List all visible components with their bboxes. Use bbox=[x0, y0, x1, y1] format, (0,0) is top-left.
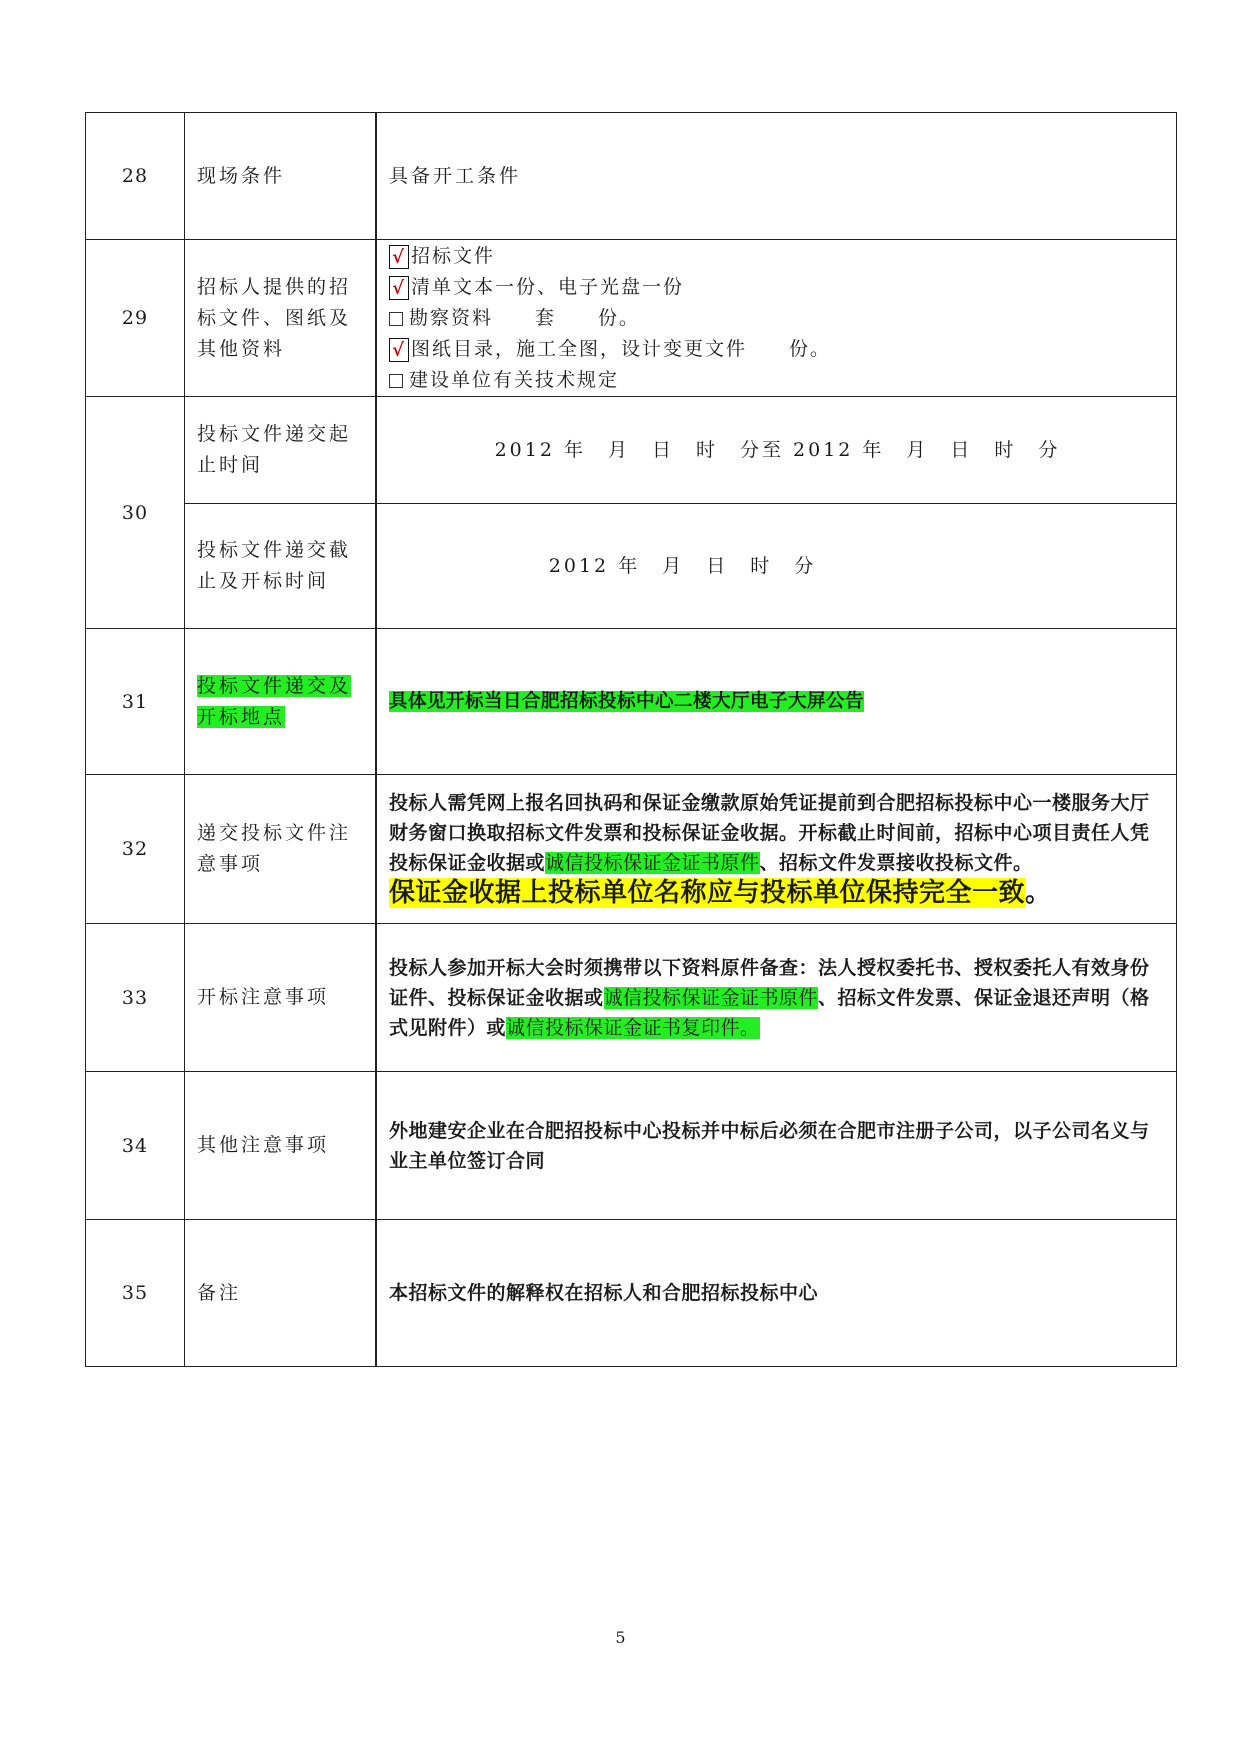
row-number: 33 bbox=[86, 924, 185, 1072]
row-content: 具备开工条件 bbox=[376, 113, 1177, 240]
row-number: 35 bbox=[86, 1220, 185, 1367]
row-label: 招标人提供的招标文件、图纸及其他资料 bbox=[185, 240, 377, 397]
row-content: 2012 年 月 日 时 分至 2012 年 月 日 时 分 bbox=[376, 397, 1177, 504]
list-item: √ 图纸目录，施工全图，设计变更文件 份。 bbox=[389, 334, 1166, 365]
list-item: 勘察资料 套 份。 bbox=[389, 303, 1166, 334]
row-label: 现场条件 bbox=[185, 113, 377, 240]
table-row bbox=[86, 397, 1177, 504]
row-number: 31 bbox=[86, 629, 185, 775]
row-number: 32 bbox=[86, 775, 185, 924]
table-row bbox=[86, 775, 1177, 924]
row-label: 其他注意事项 bbox=[185, 1072, 377, 1220]
row-content: 2012 年 月 日 时 分 bbox=[376, 504, 1177, 629]
row-number: 34 bbox=[86, 1072, 185, 1220]
row-label: 开标注意事项 bbox=[185, 924, 377, 1072]
empty-box-icon bbox=[389, 374, 403, 388]
row-label: 投标文件递交截止及开标时间 bbox=[185, 504, 377, 629]
row-number: 29 bbox=[86, 240, 185, 397]
table-row bbox=[86, 924, 1177, 1072]
checked-box-icon: √ bbox=[389, 245, 409, 269]
list-item: √ 招标文件 bbox=[389, 241, 1166, 272]
checked-box-icon: √ bbox=[389, 276, 409, 300]
row-content: 投标人参加开标大会时须携带以下资料原件备查：法人授权委托书、授权委托人有效身份证件、投标保证金收据或诚信投标保证金证书原件、招标文件发票、保证金退还声明（格式见附件）或诚信投标保证金证书复印件。 bbox=[376, 924, 1177, 1072]
table-row bbox=[86, 1220, 1177, 1367]
row-number: 30 bbox=[86, 397, 185, 629]
list-item: √ 清单文本一份、电子光盘一份 bbox=[389, 272, 1166, 303]
row-content: 投标人需凭网上报名回执码和保证金缴款原始凭证提前到合肥招标投标中心一楼服务大厅财务窗口换取招标文件发票和投标保证金收据。开标截止时间前，招标中心项目责任人凭投标保证金收据或诚信投标保证金证书原件、招标文件发票接收投标文件。 保证金收据上投标单位名称应与投标单位保持完全一致。 bbox=[376, 775, 1177, 924]
highlight-warning: 保证金收据上投标单位名称应与投标单位保持完全一致 bbox=[389, 878, 1026, 908]
row-content: 具体见开标当日合肥招标投标中心二楼大厅电子大屏公告 bbox=[376, 629, 1177, 775]
table-row bbox=[86, 1072, 1177, 1220]
row-label: 投标文件递交起止时间 bbox=[185, 397, 377, 504]
table-row bbox=[86, 629, 1177, 775]
table-row bbox=[86, 504, 1177, 629]
row-label: 投标文件递交及开标地点 bbox=[185, 629, 377, 775]
row-label: 备注 bbox=[185, 1220, 377, 1367]
tender-info-table bbox=[85, 112, 1177, 1367]
row-content: 本招标文件的解释权在招标人和合肥招标投标中心 bbox=[376, 1220, 1177, 1367]
checked-box-icon: √ bbox=[389, 338, 409, 362]
row-label: 递交投标文件注意事项 bbox=[185, 775, 377, 924]
row-content: 外地建安企业在合肥招投标中心投标并中标后必须在合肥市注册子公司，以子公司名义与业主单位签订合同 bbox=[376, 1072, 1177, 1220]
list-item: 建设单位有关技术规定 bbox=[389, 365, 1166, 396]
checklist bbox=[376, 240, 1177, 397]
table-row bbox=[86, 113, 1177, 240]
empty-box-icon bbox=[389, 312, 403, 326]
row-number: 28 bbox=[86, 113, 185, 240]
table-row bbox=[86, 240, 1177, 397]
page-number: 5 bbox=[615, 1628, 626, 1647]
